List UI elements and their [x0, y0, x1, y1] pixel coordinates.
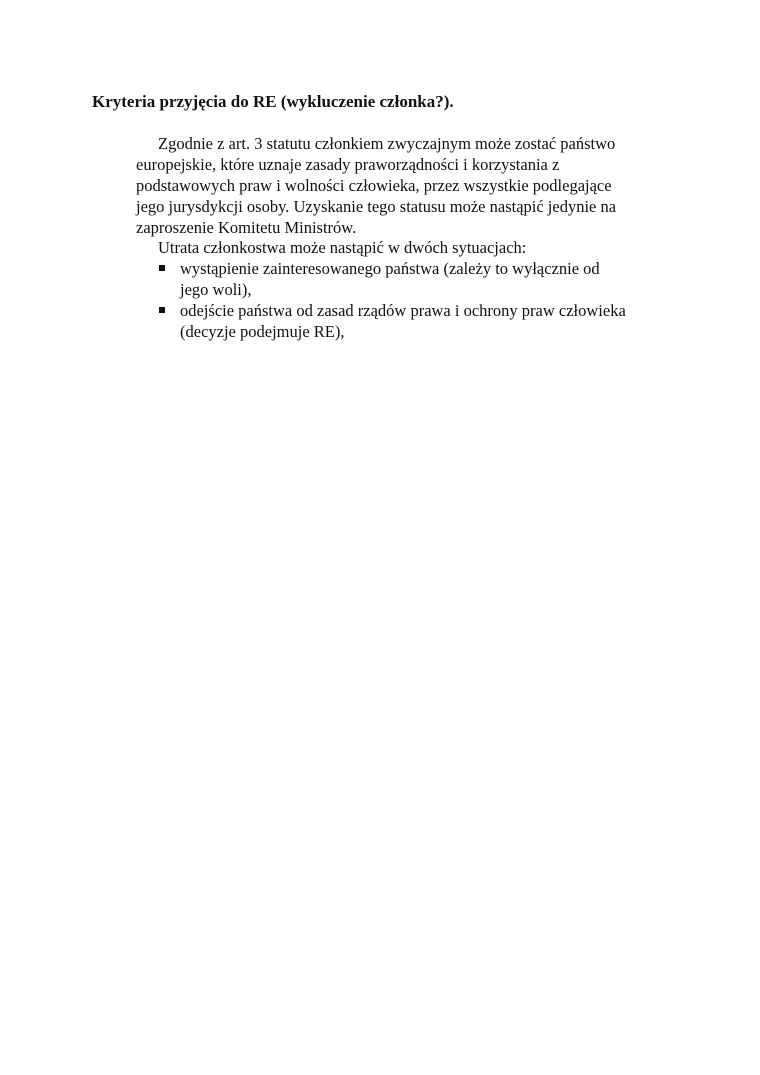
list-item-line: odejście państwa od zasad rządów prawa i ochrony praw człowieka — [180, 301, 626, 320]
document-heading: Kryteria przyjęcia do RE (wykluczenie członka?). — [92, 92, 454, 111]
paragraph-line: europejskie, które uznaje zasady praworządności i korzystania z — [136, 155, 560, 174]
square-bullet-icon — [159, 307, 165, 313]
paragraph-loss-of-membership: Utrata członkostwa może nastąpić w dwóch sytuacjach: — [158, 238, 527, 257]
paragraph-line: zaproszenie Komitetu Ministrów. — [136, 218, 357, 237]
list-item — [158, 300, 626, 342]
square-bullet-icon — [159, 265, 165, 271]
bullet-list — [158, 258, 626, 342]
paragraph-line: jego jurysdykcji osoby. Uzyskanie tego statusu może nastąpić jedynie na — [136, 197, 617, 216]
paragraph-membership-criteria — [136, 133, 696, 238]
list-item — [158, 258, 626, 300]
paragraph-line: podstawowych praw i wolności człowieka, przez wszystkie podlegające — [136, 176, 612, 195]
list-item-line: jego woli), — [180, 280, 252, 299]
list-item-line: wystąpienie zainteresowanego państwa (zależy to wyłącznie od — [180, 259, 600, 278]
list-item-line: (decyzje podejmuje RE), — [180, 322, 345, 341]
paragraph-line: Zgodnie z art. 3 statutu członkiem zwyczajnym może zostać państwo — [158, 134, 616, 153]
